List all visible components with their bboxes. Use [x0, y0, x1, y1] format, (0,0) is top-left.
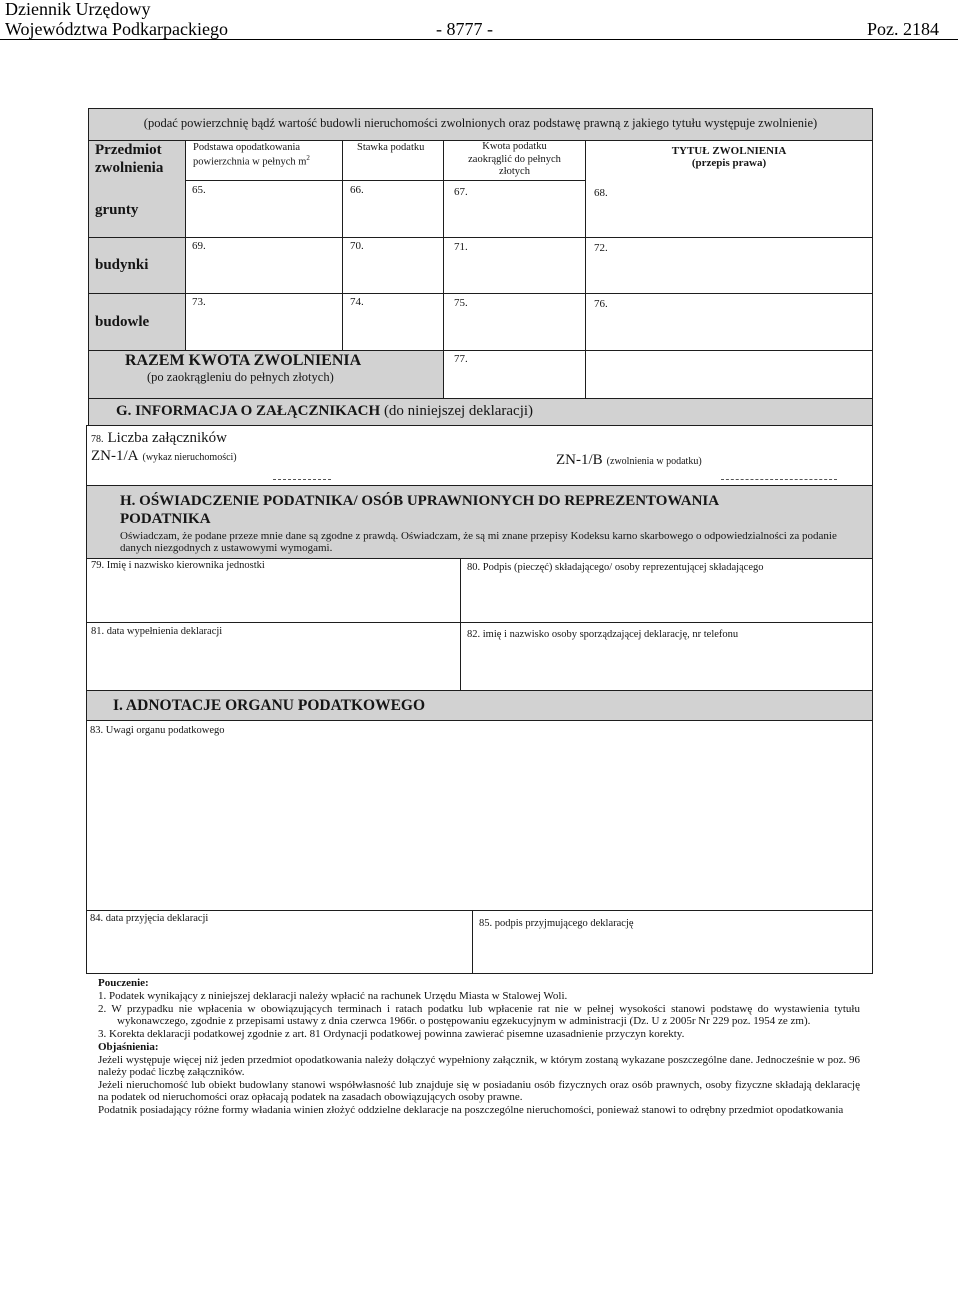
attachment-zn1b — [556, 451, 702, 470]
instructions-heading: Pouczenie: — [98, 977, 149, 989]
total-exemption-label-cell — [88, 350, 444, 399]
exemption-note: (podać powierzchnię bądź wartość budowli nieruchomości zwolnionych oraz podstawę prawną z jakiego tytułu występuje zwolnienie) — [143, 116, 818, 130]
field-76: 76. — [594, 298, 608, 310]
field-cell-75 — [443, 293, 586, 351]
field-78: 78. — [91, 434, 104, 445]
column-header-title-line2: (przepis prawa) — [691, 157, 767, 169]
attachments-row — [86, 425, 873, 486]
field-cell-71 — [443, 237, 586, 294]
journal-region: Województwa Podkarpackiego — [5, 19, 228, 39]
field-cell-66 — [342, 180, 444, 238]
section-h-title-line2: PODATNIKA — [120, 511, 211, 527]
field-72: 72. — [594, 242, 608, 254]
attachments-count-text: Liczba załączników — [107, 430, 228, 446]
declaration-statement: Oświadczam, że podane przeze mnie dane są zgodne z prawdą. Oświadczam, że są mi znane przepisy Kodeksu karno skarbowego o odpowiedzialności za podanie danych niezgodnych z ustawowymi wymogami. — [120, 530, 837, 554]
page-number: - 8777 - — [436, 19, 493, 39]
field-68: 68. — [594, 187, 608, 199]
field-74: 74. — [350, 296, 364, 308]
instruction-item: 2. W przypadku nie wpłacenia w obowiązujących terminach i ratach podatku lub wpłacenie rat nie w pełnej wysokości stanowi podstawę do wystawienia tytułu wykonawczego, zgodnie z przepisami ustawy z dnia czerwca 1966r. o postępowaniu egzekucyjnym w administracji (Dz. U z 2005r Nr 229 poz. 1954 ze zm). — [98, 1003, 860, 1027]
total-exemption-sublabel: (po zaokrągleniu do pełnych złotych) — [147, 370, 334, 384]
zn1a-count-line — [273, 479, 331, 480]
field-66: 66. — [350, 184, 364, 196]
field-cell-72 — [585, 237, 873, 294]
explanation-paragraph: Podatnik posiadający różne formy władania winien złożyć oddzielne deklaracje na poszczególne nieruchomości, ponieważ stanowi to odrębny przedmiot opodatkowania — [98, 1104, 844, 1116]
field-cell-81 — [86, 622, 461, 691]
field-70: 70. — [350, 240, 364, 252]
instruction-item: 1. Podatek wynikający z niniejszej deklaracji należy wpłacić na rachunek Urzędu Miasta w Stalowej Woli. — [98, 990, 568, 1002]
field-79-label: 79. Imię i nazwisko kierownika jednostki — [91, 560, 265, 571]
column-header-rate — [342, 140, 444, 181]
zn1b-description: (zwolnienia w podatku) — [606, 456, 702, 467]
field-cell-84 — [86, 910, 473, 974]
field-cell-80 — [460, 558, 873, 623]
column-header-title-line1: TYTUŁ ZWOLNIENIA — [671, 145, 787, 157]
section-h-title-line1: H. OŚWIADCZENIE PODATNIKA/ OSÓB UPRAWNIONYCH DO REPREZENTOWANIA — [120, 493, 720, 509]
subject-label-2: zwolnienia — [95, 160, 164, 176]
section-i-title: I. ADNOTACJE ORGANU PODATKOWEGO — [113, 697, 426, 714]
column-header-amount — [443, 140, 586, 181]
column-header-amount-line2: zaokrąglić do pełnych — [468, 154, 561, 165]
column-header-base-line2 — [193, 153, 310, 168]
field-80-label: 80. Podpis (pieczęć) składającego/ osoby reprezentującej składającego — [467, 562, 764, 573]
zn1a-description: (wykaz nieruchomości) — [142, 452, 237, 463]
row-label-grunty — [88, 140, 186, 238]
explanation-paragraph: Jeżeli nieruchomość lub obiekt budowlany stanowi współwłasność lub znajduje się w posiadaniu osób fizycznych oraz osób prawnych, osoby fizyczne składają deklarację na podatek od nieruchomości oraz opłacają podatek na zasadach obowiązujących osoby prawne. — [98, 1079, 860, 1103]
attachment-zn1a — [91, 447, 237, 466]
field-84-label: 84. data przyjęcia deklaracji — [90, 913, 209, 924]
column-header-amount-line1: Kwota podatku — [482, 141, 547, 152]
field-cell-73 — [185, 293, 343, 351]
attachments-count-label — [91, 429, 227, 448]
explanation-paragraph: Jeżeli występuje więcej niż jeden przedmiot opodatkowania należy dołączyć wypełniony załącznik, w którym zostaną wykazane poszczególne dane. Jednocześnie w poz. 96 należy podać liczbę załączników. — [98, 1054, 860, 1078]
field-cell-76 — [585, 293, 873, 351]
exemption-note-bar — [88, 108, 873, 141]
column-header-rate-text: Stawka podatku — [357, 142, 425, 153]
section-i-header — [86, 690, 873, 721]
section-g-title — [116, 401, 533, 421]
field-81-label: 81. data wypełnienia deklaracji — [91, 626, 223, 637]
field-cell-82 — [460, 622, 873, 691]
square-superscript: 2 — [306, 154, 310, 162]
field-85-label: 85. podpis przyjmującego deklarację — [479, 918, 634, 929]
field-67: 67. — [454, 186, 468, 198]
field-83-label: 83. Uwagi organu podatkowego — [90, 725, 225, 736]
section-g-title-suffix: (do niniejszej deklaracji) — [383, 403, 534, 419]
field-65: 65. — [192, 184, 206, 196]
zn1b-code: ZN-1/B — [556, 452, 603, 468]
section-g-title-main: G. INFORMACJA O ZAŁĄCZNIKACH — [116, 403, 381, 419]
column-header-base-line1: Podstawa opodatkowania — [193, 142, 301, 153]
field-69: 69. — [192, 240, 206, 252]
field-cell-67 — [443, 180, 586, 238]
row-label-budowle — [88, 293, 186, 351]
field-cell-74 — [342, 293, 444, 351]
section-h-header — [86, 485, 873, 559]
zn1b-count-line — [721, 479, 837, 480]
journal-title: Dziennik Urzędowy — [5, 0, 151, 19]
section-g-header — [88, 398, 873, 426]
instruction-item: 3. Korekta deklaracji podatkowej zgodnie z art. 81 Ordynacji podatkowej powinna zawierać pisemne uzasadnienie przyczyn korekty. — [98, 1028, 685, 1040]
column-header-amount-line3: złotych — [499, 166, 530, 177]
row-label: budynki — [95, 257, 149, 273]
field-cell-69 — [185, 237, 343, 294]
row-label: grunty — [95, 202, 139, 218]
field-cell-83 — [86, 720, 873, 911]
header-rule — [0, 39, 958, 40]
column-header-base — [185, 140, 343, 181]
field-73: 73. — [192, 296, 206, 308]
field-cell-85 — [472, 910, 873, 974]
field-71: 71. — [454, 241, 468, 253]
total-exemption-label: RAZEM KWOTA ZWOLNIENIA — [125, 352, 362, 369]
field-75: 75. — [454, 297, 468, 309]
position-number: Poz. 2184 — [867, 19, 939, 39]
field-77: 77. — [454, 353, 468, 365]
column-header-title — [585, 140, 873, 238]
row-label: budowle — [95, 314, 150, 330]
field-cell-77 — [443, 350, 586, 399]
total-blank-cell — [585, 350, 873, 399]
column-header-base-text: powierzchnia w pełnych m — [193, 156, 307, 168]
zn1a-code: ZN-1/A — [91, 448, 139, 464]
instructions-block — [98, 977, 860, 1117]
field-cell-70 — [342, 237, 444, 294]
explanations-heading: Objaśnienia: — [98, 1041, 159, 1053]
row-label-budynki — [88, 237, 186, 294]
subject-label-1: Przedmiot — [95, 142, 162, 158]
field-82-label: 82. imię i nazwisko osoby sporządzającej deklarację, nr telefonu — [467, 629, 739, 640]
field-cell-65 — [185, 180, 343, 238]
field-cell-79 — [86, 558, 461, 623]
